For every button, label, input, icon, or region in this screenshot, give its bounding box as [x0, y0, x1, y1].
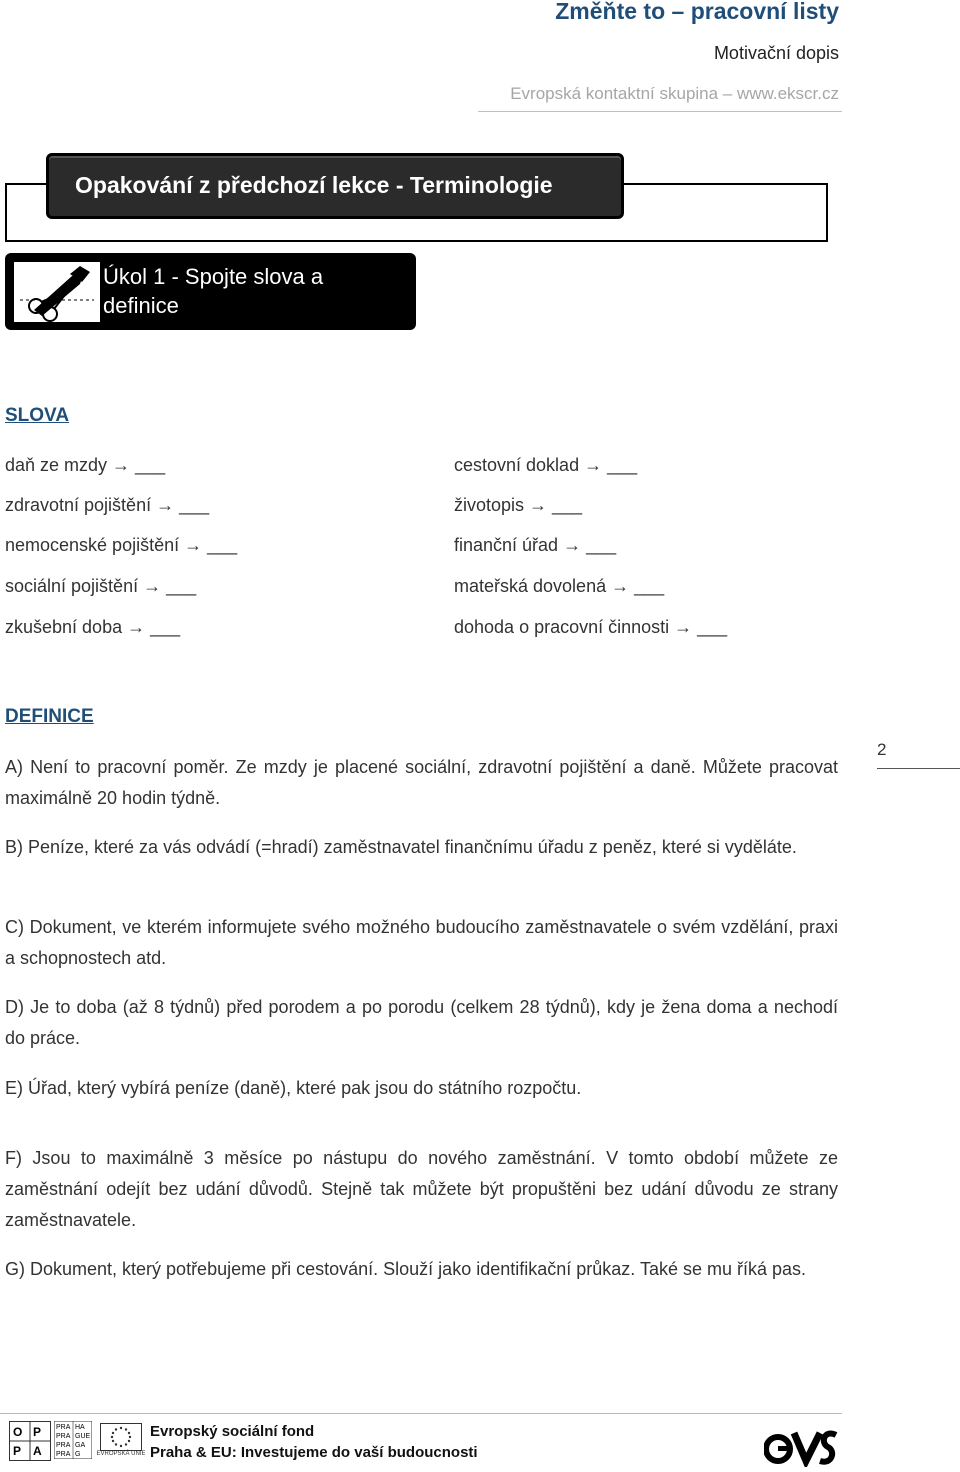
- word-right-2: životopis → ___: [454, 495, 583, 515]
- svg-text:PRA: PRA: [56, 1442, 71, 1449]
- eu-caption: EVROPSKÁ UNIE: [96, 1451, 146, 1457]
- word-right-1: cestovní doklad → ___: [454, 455, 638, 475]
- definition-e: E) Úřad, který vybírá peníze (daně), které pak jsou do státního rozpočtu.: [5, 1078, 582, 1098]
- svg-text:G: G: [75, 1451, 81, 1458]
- definition-c: C) Dokument, ve kterém informujete svého možného budoucího zaměstnavatele o svém vzdělání, praxi a schopnostech atd.: [5, 917, 838, 968]
- word-left-1: daň ze mzdy → ___: [5, 455, 166, 475]
- definition-a: A) Není to pracovní poměr. Ze mzdy je placené sociální, zdravotní pojištění a daně. Můžete pracovat maximálně 20 hodin týdně.: [5, 757, 838, 808]
- header-title: Změňte to – pracovní listy: [555, 0, 839, 24]
- svg-text:PRA: PRA: [56, 1433, 71, 1440]
- opp-logo: [9, 1421, 51, 1461]
- word-left-2: zdravotní pojištění → ___: [5, 495, 210, 515]
- task-label-line-1: Úkol 1 - Spojte slova a: [103, 264, 324, 289]
- svg-text:GA: GA: [75, 1442, 86, 1449]
- definition-d: D) Je to doba (až 8 týdnů) před porodem a po porodu (celkem 28 týdnů), kdy je žena doma a nechodí do práce.: [5, 997, 838, 1048]
- definice-heading: DEFINICE: [5, 706, 94, 727]
- svg-text:P: P: [13, 1444, 22, 1458]
- footer-fund-line-1: Evropský sociální fond: [150, 1423, 315, 1440]
- word-right-4: mateřská dovolená → ___: [454, 576, 665, 596]
- svg-text:HA: HA: [75, 1424, 85, 1431]
- banner-title: Opakování z předchozí lekce - Terminologie: [75, 172, 553, 198]
- slova-heading: SLOVA: [5, 405, 70, 426]
- eu-logo: [96, 1421, 144, 1459]
- task-label-line-2: definice: [103, 293, 179, 318]
- eu-flag-icon: [100, 1423, 142, 1451]
- svg-text:PRA: PRA: [56, 1424, 71, 1431]
- word-right-3: finanční úřad → ___: [454, 535, 617, 555]
- word-left-3: nemocenské pojištění → ___: [5, 535, 238, 555]
- scissors-pen-icon: [14, 262, 100, 322]
- definition-b: B) Peníze, které za vás odvádí (=hradí) zaměstnavatel finančnímu úřadu z peněz, které si vyděláte.: [5, 837, 797, 857]
- definition-g: G) Dokument, který potřebujeme při cestování. Slouží jako identifikační průkaz. Také se mu říká pas.: [5, 1259, 807, 1279]
- definition-f: F) Jsou to maximálně 3 měsíce po nástupu do nového zaměstnání. V tomto období můžete ze zaměstnání odejít bez udání důvodů. Stejně tak můžete být propuštěni bez udání důvodu ze strany zaměstnavatele.: [5, 1148, 838, 1230]
- word-right-5: dohoda o pracovní činnosti → ___: [454, 617, 728, 637]
- footer-rule: [0, 1413, 842, 1414]
- header-link[interactable]: Evropská kontaktní skupina – www.ekscr.cz: [510, 84, 839, 103]
- word-left-4: sociální pojištění → ___: [5, 576, 197, 596]
- praha-logo: [54, 1421, 92, 1459]
- header-subtitle: Motivační dopis: [713, 43, 839, 63]
- page-number-rule: [877, 768, 960, 769]
- svg-text:A: A: [33, 1444, 42, 1458]
- page-number: 2: [877, 740, 887, 759]
- word-left-5: zkušební doba → ___: [5, 617, 181, 637]
- svg-text:O: O: [13, 1425, 23, 1439]
- svg-text:P: P: [33, 1425, 42, 1439]
- section-banner: [46, 153, 624, 219]
- svg-text:GUE: GUE: [75, 1433, 91, 1440]
- svg-text:PRA: PRA: [56, 1451, 71, 1458]
- header-rule: [478, 111, 842, 112]
- task-label: [103, 262, 323, 320]
- eks-logo: [764, 1421, 840, 1467]
- footer-fund-line-2: Praha & EU: Investujeme do vaší budoucnosti: [150, 1444, 478, 1461]
- task-box: [5, 253, 416, 330]
